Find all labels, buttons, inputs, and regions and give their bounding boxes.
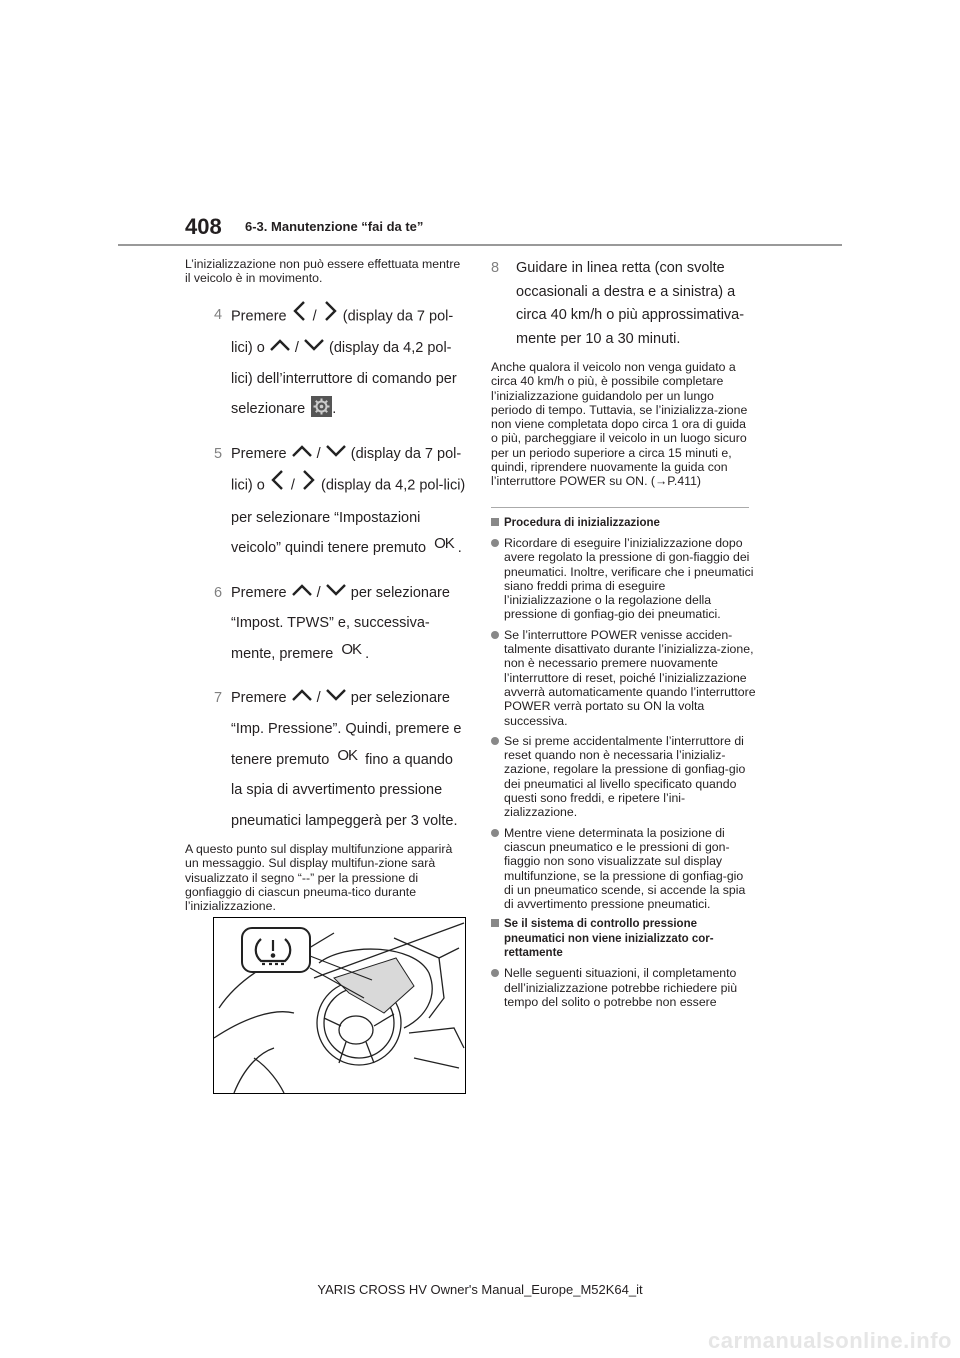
ok-icon: OK <box>337 746 358 764</box>
chevron-down-icon <box>325 439 347 470</box>
bullet-item <box>491 966 756 1009</box>
chevron-down-icon <box>325 683 347 714</box>
subheading-text: Se il sistema di controllo pressione pneumatici non viene inizializzato cor-rettamente <box>504 918 714 959</box>
step-text: . <box>457 540 462 557</box>
subheading-not-initialized <box>491 917 756 960</box>
chevron-right-icon <box>321 300 339 334</box>
page-number: 408 <box>185 214 222 239</box>
step-text: (display da 7 pol-lici) o <box>231 308 454 357</box>
step-number: 5 <box>214 445 223 462</box>
bullet-item <box>491 734 756 820</box>
chevron-left-icon <box>291 300 309 334</box>
chevron-down-icon <box>303 333 325 364</box>
step-number: 6 <box>214 584 223 601</box>
step-8-note: Anche qualora il veicolo non venga guidato a circa 40 km/h o più, è possibile completare l’inizializzazione guidandolo per un lungo periodo di tempo. Tuttavia, se l’inizializza-zione non viene completata dopo circa 1 ora di guida o più, parcheggiare il veicolo in un luogo sicuro per un periodo superiore a circa 15 minuti e, quindi, riprendere nuovamente la guida con l’interruttore POWER su ON. (→P.411) <box>491 360 748 489</box>
chevron-up-icon <box>291 578 313 609</box>
subheading-text: Procedura di inizializzazione <box>504 516 660 529</box>
chevron-up-icon <box>269 333 291 364</box>
step-number: 7 <box>214 690 223 707</box>
intro-note: L’inizializzazione non può essere effettuata mentre il veicolo è in movimento. <box>185 257 461 286</box>
step-7-note: A questo punto sul display multifunzione apparirà un messaggio. Sul display multifun-zione sarà visualizzato il segno “--” per la pressione di gonfiaggio di ciascun pneuma-tico durante l’inizializzazione. <box>185 842 453 914</box>
bullet-text: Se l’interruttore POWER venisse acciden-talmente disattivato durante l’inizializza-zione, non è necessario premere nuovamente l’interruttore di reset, poiché l’inizializzazione avverrà automaticamente quando l’interruttore POWER verrà portato su ON la volta successiva. <box>504 627 756 728</box>
subheading-initialization <box>491 516 756 530</box>
right-column <box>491 257 756 1015</box>
left-column <box>185 257 468 914</box>
bullet-item <box>491 826 756 912</box>
step-text: Premere <box>231 445 287 462</box>
bullet-dot-icon <box>491 539 499 547</box>
bullet-dot-icon <box>491 631 499 639</box>
bullet-item <box>491 536 756 622</box>
page-footer: YARIS CROSS HV Owner's Manual_Europe_M52K64_it <box>317 1282 643 1297</box>
bullet-text: Se si preme accidentalmente l’interruttore di reset quando non è necessaria l’inizializ-zazione, regolare la pressione di gonfiag-gio dei pneumatici al livello specificato quando questi sono freddi, e ripetere l’ini-zializzazione. <box>504 733 746 820</box>
bullet-dot-icon <box>491 737 499 745</box>
step-text: fino a quando la spia di avvertimento pressione pneumatici lampeggerà per 3 volte. <box>231 751 458 829</box>
ok-icon: OK <box>341 640 362 658</box>
step-text: Guidare in linea retta (con svolte occasionali a destra e a sinistra) a circa 40 km/h o più approssimativa-mente per 10 a 30 minuti. <box>516 260 745 347</box>
step-number: 8 <box>491 260 500 276</box>
bullet-dot-icon <box>491 829 499 837</box>
step-5: 5 Premere / (display da 7 pol-lici) o / (display da 4,2 pol-lici) per selezionare “Impostazioni veicolo” quindi tenere premuto OK . <box>185 439 468 564</box>
bullet-text: Mentre viene determinata la posizione di ciascun pneumatico e le pressioni di gon-fiaggio non sono visualizzate sul display multifunzione, se la pressione di gonfiag-gio di un pneumatico scende, si accende la spia di avvertimento pressione pneumatici. <box>504 825 746 912</box>
step-6: 6 Premere / per selezionare “Impost. TPWS” e, successiva-mente, premere OK . <box>185 578 468 670</box>
square-bullet-icon <box>491 518 499 526</box>
step-text: per selezionare “Imp. Pressione”. Quindi, premere e tenere premuto <box>231 690 462 768</box>
step-text: Premere <box>231 308 287 325</box>
square-bullet-icon <box>491 919 499 927</box>
step-4: 4 Premere / (display da 7 pol-lici) o / (display da 4,2 pol-lici) dell’interruttore di comando per selezionare . <box>185 300 468 425</box>
step-8 <box>491 257 756 351</box>
bullet-item <box>491 628 756 728</box>
step-text: . <box>332 401 337 418</box>
chevron-left-icon <box>269 469 287 503</box>
chevron-right-icon <box>299 469 317 503</box>
chevron-up-icon <box>291 683 313 714</box>
step-number: 4 <box>214 306 223 323</box>
chevron-down-icon <box>325 578 347 609</box>
bullet-text: Ricordare di eseguire l’inizializzazione dopo avere regolato la pressione di gon-fiaggio dei pneumatici. Inoltre, verificare che i pneumatici siano freddi prima di eseguire l’inizializzazione o la regolazione della pressione di gonfiag-gio dei pneumatici. <box>504 535 754 622</box>
header-divider <box>118 244 842 246</box>
step-text: per selezionare “Impost. TPWS” e, successiva-mente, premere <box>231 584 450 662</box>
bullet-text: Nelle seguenti situazioni, il completamento dell’inizializzazione potrebbe richiedere più tempo del solito o potrebbe non essere <box>504 966 738 1009</box>
step-text: Premere <box>231 584 287 601</box>
watermark: carmanualsonline.info <box>708 1328 952 1353</box>
chevron-up-icon <box>291 439 313 470</box>
section-title: 6-3. Manutenzione “fai da te” <box>245 219 424 234</box>
step-text: (display da 4,2 pol-lici) per selezionare “Impostazioni veicolo” quindi tenere premuto <box>231 477 466 557</box>
gear-icon <box>311 396 332 417</box>
step-text: . <box>365 645 370 662</box>
step-text: (display da 4,2 pol-lici) dell’interruttore di comando per selezionare <box>231 340 457 418</box>
step-text: (display da 7 pol-lici) o <box>231 445 462 494</box>
ok-icon: OK <box>434 535 454 553</box>
section-divider <box>491 507 749 508</box>
step-text: Premere <box>231 690 287 707</box>
dashboard-illustration <box>213 917 466 1094</box>
step-7: 7 Premere / per selezionare “Imp. Pressione”. Quindi, premere e tenere premuto OK fino a quando la spia di avvertimento pressione pneumatici lampeggerà per 3 volte. <box>185 683 468 836</box>
bullet-dot-icon <box>491 969 499 977</box>
